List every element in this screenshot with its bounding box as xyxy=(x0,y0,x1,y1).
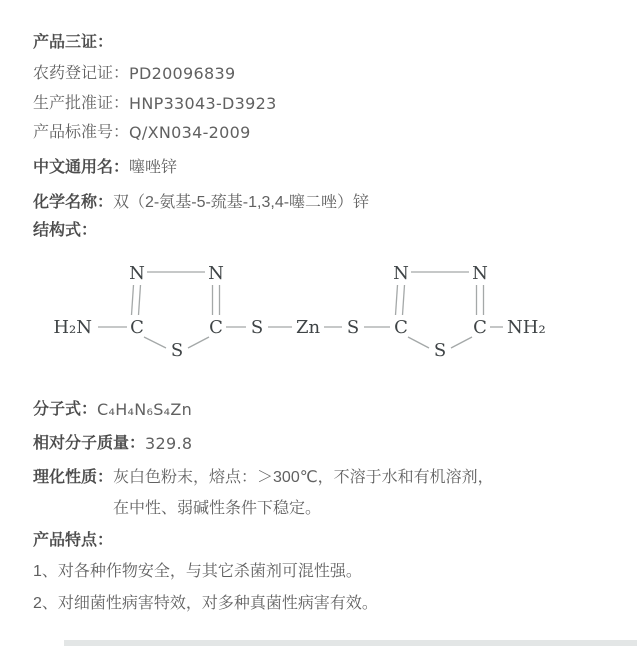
atom-s: S xyxy=(346,317,360,338)
molecular-weight-label: 相对分子质量： xyxy=(33,435,146,452)
production-cert-value: HNP33043-D3923 xyxy=(129,94,277,113)
next-section-divider xyxy=(64,640,637,646)
atom-n: N xyxy=(393,263,409,284)
bond-n-c-double xyxy=(396,285,398,315)
bond-c-s xyxy=(188,337,209,348)
atom-n: N xyxy=(208,263,224,284)
properties-value xyxy=(113,462,494,524)
bond-n-c-double xyxy=(139,285,141,315)
standard-number-value: Q/XN034-2009 xyxy=(129,123,251,142)
feature-item-1-text: 1、对各种作物安全，与其它杀菌剂可混性强。 xyxy=(33,563,362,580)
atom-s: S xyxy=(250,317,264,338)
cert-row-standard xyxy=(33,122,627,144)
atom-n: N xyxy=(472,263,488,284)
feature-item-2 xyxy=(33,593,627,615)
atom-c: C xyxy=(473,317,487,338)
registration-cert-value: PD20096839 xyxy=(129,64,236,83)
atom-zn: Zn xyxy=(295,317,321,338)
chemical-name-value: 双（2-氨基-5-巯基-1,3,4-噻二唑）锌 xyxy=(113,194,370,211)
certs-heading xyxy=(33,32,627,54)
properties-line2: 在中性、弱碱性条件下稳定。 xyxy=(113,500,322,517)
cert-row-registration xyxy=(33,63,627,85)
atom-h2n: H₂N xyxy=(53,317,92,338)
atom-nh2: NH₂ xyxy=(507,317,546,338)
molecular-weight-row xyxy=(33,433,627,455)
properties-label: 理化性质： xyxy=(33,469,114,486)
bond-c-s xyxy=(408,337,429,348)
bond-n-c-double xyxy=(403,285,405,315)
features-heading-label: 产品特点： xyxy=(33,532,114,549)
properties-row xyxy=(33,462,627,524)
registration-cert-label: 农药登记证： xyxy=(33,65,130,82)
certs-heading-label: 产品三证： xyxy=(33,34,114,51)
structure-heading xyxy=(33,220,627,242)
chemical-structure-diagram xyxy=(40,250,580,370)
common-name-row xyxy=(33,157,627,179)
atom-s: S xyxy=(433,340,447,361)
molecular-weight-value: 329.8 xyxy=(145,434,193,453)
production-cert-label: 生产批准证： xyxy=(33,95,130,112)
atom-c: C xyxy=(130,317,144,338)
chemical-name-row xyxy=(33,192,627,214)
chemical-name-label: 化学名称： xyxy=(33,194,114,211)
molecular-formula-value: C₄H₄N₆S₄Zn xyxy=(97,400,193,419)
cert-row-production xyxy=(33,93,627,115)
atom-c: C xyxy=(209,317,223,338)
features-heading xyxy=(33,530,627,552)
feature-item-2-text: 2、对细菌性病害特效，对多种真菌性病害有效。 xyxy=(33,595,378,612)
common-name-label: 中文通用名： xyxy=(33,159,130,176)
standard-number-label: 产品标准号： xyxy=(33,124,130,141)
atom-n: N xyxy=(129,263,145,284)
molecular-formula-label: 分子式： xyxy=(33,401,98,418)
properties-line1: 灰白色粉末，熔点：＞300℃，不溶于水和有机溶剂， xyxy=(113,469,494,486)
atom-c: C xyxy=(394,317,408,338)
bond-n-c-double xyxy=(132,285,134,315)
feature-item-1 xyxy=(33,561,627,583)
atom-s: S xyxy=(170,340,184,361)
bond-c-s xyxy=(451,337,472,348)
molecular-formula-row xyxy=(33,399,627,421)
bond-c-s xyxy=(144,337,166,348)
structure-heading-label: 结构式： xyxy=(33,222,98,239)
common-name-value: 噻唑锌 xyxy=(129,159,178,176)
